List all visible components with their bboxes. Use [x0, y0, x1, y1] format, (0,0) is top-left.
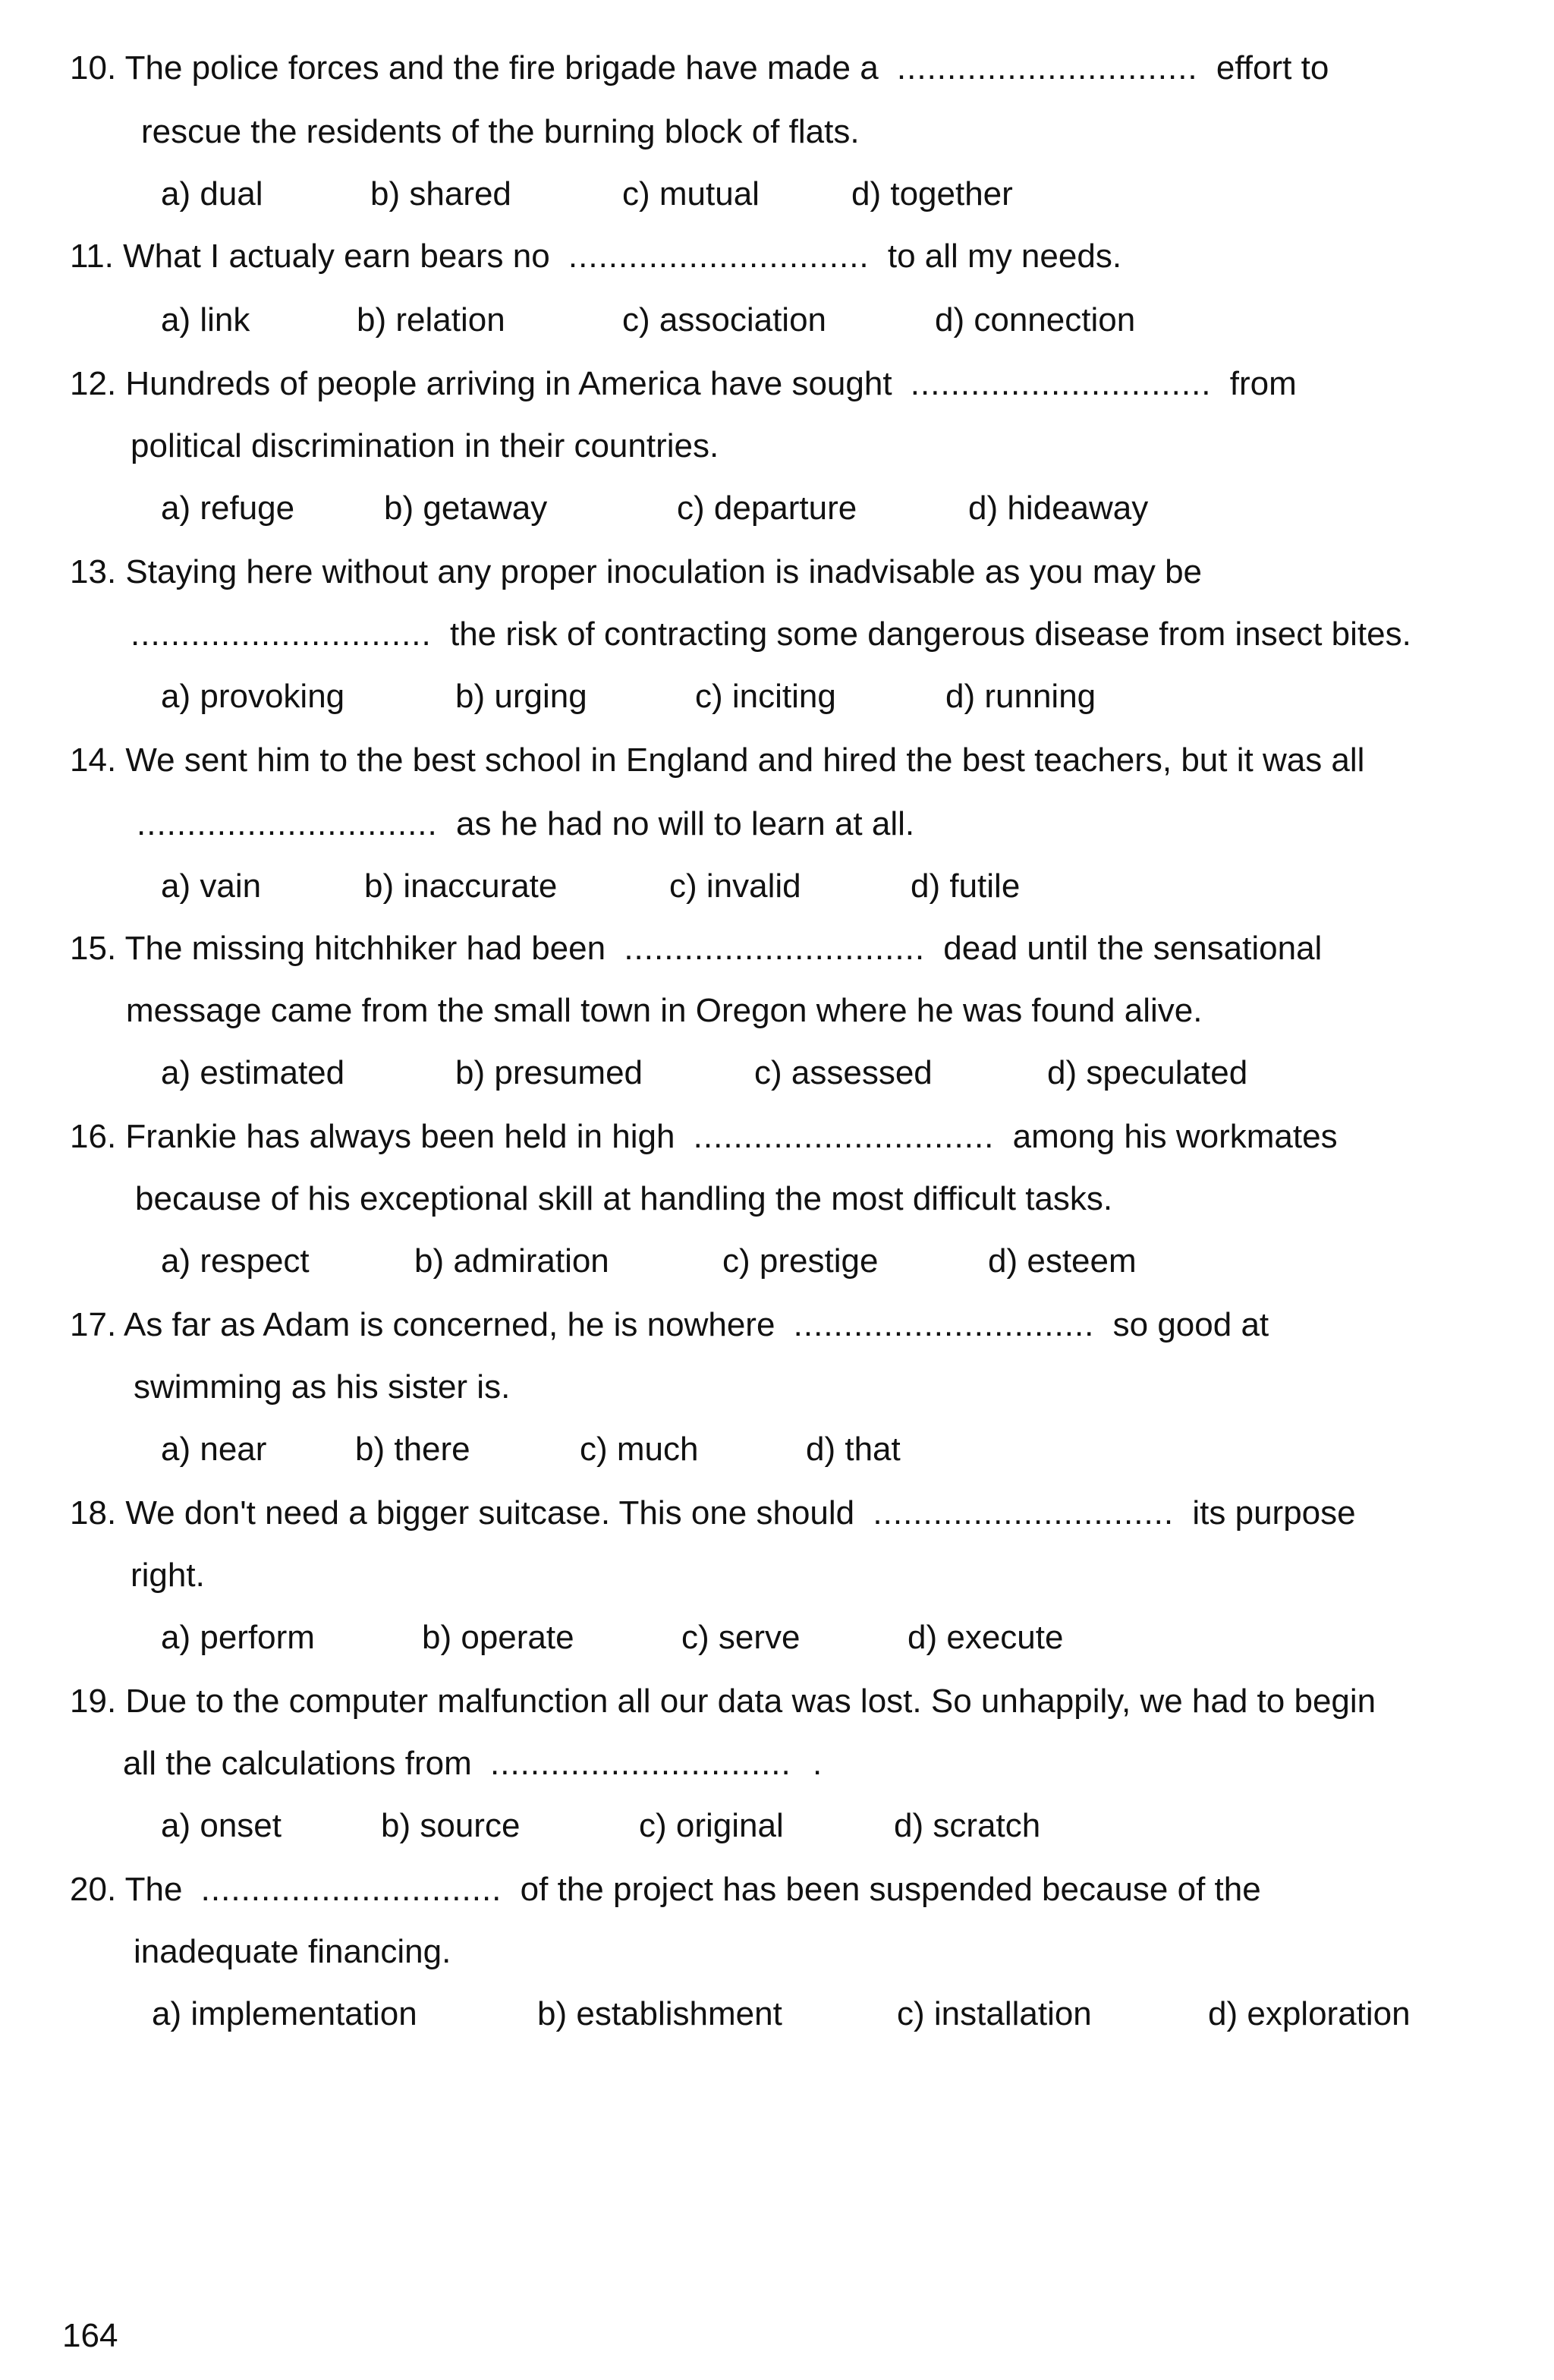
option-c: c) original: [639, 1807, 784, 1844]
question-text: The missing hitchhiker had been: [124, 930, 606, 967]
question-number: 16.: [70, 1118, 117, 1155]
answer-blank: ..............................: [131, 615, 432, 653]
question-13-line-1: [70, 551, 1202, 593]
question-13-line-2: [131, 613, 1411, 656]
option-a: a) estimated: [161, 1054, 345, 1091]
option-b: b) establishment: [537, 1995, 782, 2032]
question-number: 10.: [70, 49, 117, 87]
page-number: 164: [62, 2317, 118, 2354]
option-d: d) execute: [908, 1619, 1064, 1656]
question-text: the risk of contracting some dangerous disease from insect bites.: [449, 615, 1411, 653]
option-b: b) admiration: [414, 1242, 609, 1280]
answer-blank: ..............................: [568, 238, 870, 275]
question-text: from: [1229, 365, 1297, 402]
question-19-line-1: [70, 1680, 1376, 1723]
question-number: 19.: [70, 1683, 117, 1720]
question-text: its purpose: [1192, 1494, 1356, 1532]
question-text: As far as Adam is concerned, he is nowhere: [123, 1306, 775, 1343]
question-11-line-1: [70, 235, 1121, 278]
answer-blank: ..............................: [910, 365, 1212, 402]
question-number: 14.: [70, 741, 117, 779]
option-c: c) prestige: [722, 1242, 879, 1280]
question-text: among his workmates: [1012, 1118, 1338, 1155]
question-text: dead until the sensational: [943, 930, 1323, 967]
option-c: c) inciting: [695, 678, 836, 715]
option-d: d) speculated: [1047, 1054, 1248, 1091]
question-text: We don't need a bigger suitcase. This one should: [125, 1494, 855, 1532]
option-a: a) dual: [161, 175, 263, 212]
question-14-line-2: [137, 803, 914, 845]
option-b: b) getaway: [384, 490, 548, 527]
answer-blank: ..............................: [896, 49, 1198, 87]
question-text: .: [812, 1745, 823, 1782]
question-number: 11.: [70, 238, 114, 275]
question-text: Frankie has always been held in high: [125, 1118, 675, 1155]
question-text: Staying here without any proper inoculation is inadvisable as you may be: [125, 553, 1203, 590]
question-number: 17.: [70, 1306, 117, 1343]
option-b: b) relation: [357, 301, 505, 338]
question-text: The: [124, 1871, 183, 1908]
option-a: a) provoking: [161, 678, 345, 715]
option-a: a) link: [161, 301, 250, 338]
question-number: 15.: [70, 930, 117, 967]
option-a: a) near: [161, 1431, 267, 1468]
question-text: Hundreds of people arriving in America have sought: [125, 365, 892, 402]
question-12-line-1: [70, 363, 1297, 405]
option-a: a) onset: [161, 1807, 282, 1844]
question-14-line-1: [70, 739, 1364, 782]
question-20-line-1: [70, 1868, 1261, 1911]
question-15-line-1: [70, 927, 1322, 970]
option-d: d) esteem: [988, 1242, 1137, 1280]
option-d: d) exploration: [1208, 1995, 1411, 2032]
answer-blank: ..............................: [624, 930, 926, 967]
question-number: 13.: [70, 553, 117, 590]
option-d: d) that: [806, 1431, 901, 1468]
question-15-line-2: message came from the small town in Oregon where he was found alive.: [126, 992, 1203, 1029]
question-18-line-1: [70, 1492, 1356, 1535]
answer-blank: ..............................: [137, 805, 438, 842]
question-number: 20.: [70, 1871, 117, 1908]
option-c: c) installation: [897, 1995, 1092, 2032]
question-17-line-2: swimming as his sister is.: [134, 1368, 511, 1406]
option-b: b) urging: [455, 678, 587, 715]
option-d: d) running: [945, 678, 1096, 715]
option-a: a) implementation: [152, 1995, 417, 2032]
question-text: Due to the computer malfunction all our data was lost. So unhappily, we had to begin: [125, 1683, 1376, 1720]
answer-blank: ..............................: [200, 1871, 502, 1908]
answer-blank: ..............................: [490, 1745, 791, 1782]
option-d: d) together: [851, 175, 1013, 212]
question-number: 12.: [70, 365, 117, 402]
question-text: of the project has been suspended because of the: [520, 1871, 1261, 1908]
question-18-line-2: right.: [131, 1557, 205, 1594]
question-10-line-2: rescue the residents of the burning block of flats.: [141, 113, 860, 150]
option-b: b) shared: [370, 175, 511, 212]
option-a: a) respect: [161, 1242, 310, 1280]
option-a: a) perform: [161, 1619, 315, 1656]
option-a: a) refuge: [161, 490, 295, 527]
option-c: c) association: [622, 301, 827, 338]
question-text: What I actualy earn bears no: [123, 238, 550, 275]
question-text: The police forces and the fire brigade have made a: [124, 49, 879, 87]
option-b: b) presumed: [455, 1054, 643, 1091]
option-c: c) assessed: [754, 1054, 933, 1091]
option-b: b) inaccurate: [364, 867, 558, 905]
option-d: d) futile: [911, 867, 1021, 905]
question-text: effort to: [1216, 49, 1329, 87]
option-c: c) mutual: [622, 175, 760, 212]
question-12-line-2: political discrimination in their countries.: [131, 427, 719, 464]
question-17-line-1: [70, 1304, 1269, 1346]
option-a: a) vain: [161, 867, 262, 905]
question-text: to all my needs.: [887, 238, 1122, 275]
question-text: as he had no will to learn at all.: [455, 805, 915, 842]
question-16-line-2: because of his exceptional skill at handling the most difficult tasks.: [135, 1180, 1113, 1217]
option-b: b) operate: [422, 1619, 574, 1656]
question-text: so good at: [1112, 1306, 1269, 1343]
option-c: c) much: [580, 1431, 699, 1468]
question-10-line-1: [70, 47, 1329, 90]
question-text: all the calculations from: [123, 1745, 472, 1782]
option-c: c) serve: [681, 1619, 801, 1656]
option-d: d) hideaway: [968, 490, 1149, 527]
option-d: d) scratch: [894, 1807, 1041, 1844]
option-c: c) invalid: [669, 867, 801, 905]
answer-blank: ..............................: [873, 1494, 1175, 1532]
question-20-line-2: inadequate financing.: [134, 1933, 451, 1970]
answer-blank: ..............................: [693, 1118, 995, 1155]
answer-blank: ..............................: [793, 1306, 1095, 1343]
option-b: b) there: [355, 1431, 470, 1468]
question-19-line-2: [123, 1742, 822, 1785]
question-text: We sent him to the best school in England and hired the best teachers, but it was all: [125, 741, 1365, 779]
option-c: c) departure: [677, 490, 857, 527]
option-d: d) connection: [935, 301, 1136, 338]
question-number: 18.: [70, 1494, 117, 1532]
option-b: b) source: [381, 1807, 521, 1844]
question-16-line-1: [70, 1116, 1338, 1158]
